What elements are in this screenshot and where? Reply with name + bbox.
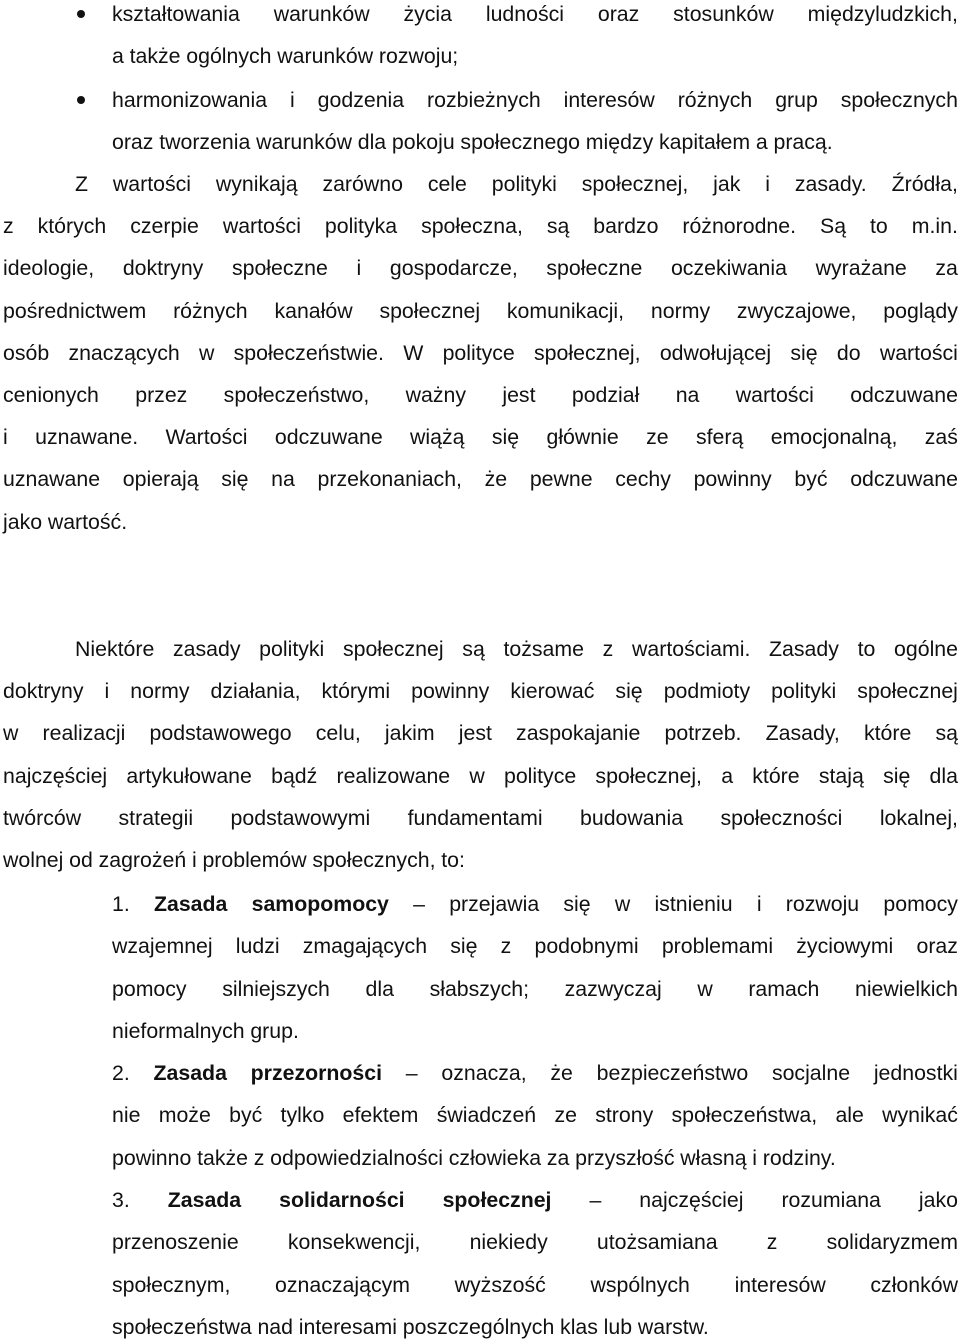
- word: warunków: [256, 130, 352, 154]
- word: odpowiedzialności: [270, 1145, 444, 1170]
- word: się: [491, 425, 520, 450]
- principle-text: się: [563, 892, 591, 916]
- word: twórców: [3, 805, 82, 830]
- word: społeczeństwo,: [223, 383, 370, 407]
- word: różnych: [677, 88, 753, 112]
- word: powinny: [693, 467, 772, 492]
- word: sferą: [695, 425, 744, 450]
- word: które: [863, 721, 912, 746]
- principle-line: [112, 1313, 958, 1341]
- word: międzyludzkich,: [807, 2, 958, 26]
- principle-line: [112, 975, 958, 1003]
- word: jest: [458, 721, 492, 746]
- principle-title: społecznej: [442, 1188, 552, 1212]
- word: podmioty: [663, 679, 751, 704]
- word: oraz: [597, 2, 640, 26]
- word: własną: [680, 1145, 747, 1170]
- word: rozwoju;: [378, 44, 459, 68]
- word: podobnymi: [534, 934, 639, 959]
- word: wspólnych: [590, 1272, 690, 1297]
- word: kapitałem: [658, 130, 751, 154]
- word: przez: [135, 383, 188, 407]
- word: ze: [554, 1103, 577, 1128]
- word: na: [675, 383, 700, 407]
- word: normy: [650, 298, 711, 323]
- word: wartości: [112, 172, 191, 196]
- word: artykułowane: [126, 763, 252, 788]
- paragraph-1-line: [3, 297, 958, 325]
- word: społecznej: [342, 637, 444, 661]
- principle-text: –: [589, 1188, 602, 1212]
- word: i: [290, 88, 295, 112]
- word: dla: [929, 763, 958, 788]
- word: społecznej: [379, 298, 481, 323]
- word: warunków: [273, 2, 370, 26]
- principle-line: [112, 1017, 958, 1045]
- principle-text: istnieniu: [654, 892, 733, 916]
- word: zaś: [924, 425, 958, 450]
- word: interesów: [563, 88, 655, 112]
- word: społeczeństwie.: [233, 340, 384, 365]
- word: znaczących: [68, 340, 180, 365]
- word: strategii: [118, 805, 194, 830]
- principle-text: przejawia: [449, 892, 540, 916]
- word: działania,: [210, 679, 301, 704]
- word: się: [883, 763, 911, 788]
- bullet-line: [112, 0, 958, 28]
- word: społeczne: [231, 256, 328, 281]
- principle-text: socjalne: [771, 1061, 851, 1085]
- word: wartości: [222, 214, 301, 239]
- word: wyższość: [454, 1272, 546, 1297]
- word: strony: [595, 1103, 654, 1128]
- word: z: [3, 214, 14, 239]
- paragraph-2-line: [75, 635, 958, 663]
- word: bądź: [271, 763, 318, 788]
- bullet-icon: [77, 96, 85, 104]
- word: się: [450, 934, 478, 959]
- paragraph-2-line: [3, 846, 958, 874]
- word: z: [253, 1145, 265, 1170]
- word: w: [469, 763, 485, 788]
- word: Źródła,: [891, 172, 958, 196]
- principle-line: [112, 1101, 958, 1129]
- word: ideologie,: [3, 256, 95, 281]
- word: odczuwane: [850, 383, 958, 407]
- principle-number: 2.: [112, 1061, 130, 1085]
- word: społeczne: [546, 256, 643, 281]
- word: że: [484, 467, 508, 492]
- word: które: [752, 763, 800, 788]
- word: z: [766, 1230, 778, 1255]
- word: społeczeństwa,: [671, 1103, 818, 1128]
- word: tworzenia: [159, 130, 251, 154]
- word: się: [615, 679, 643, 704]
- word: oraz: [916, 934, 958, 959]
- word: harmonizowania: [112, 88, 268, 112]
- word: oznaczającym: [275, 1272, 410, 1297]
- word: klas: [560, 1314, 598, 1339]
- word: i: [3, 425, 8, 450]
- word: zagrożeń: [98, 848, 187, 872]
- word: wartości: [879, 340, 958, 365]
- principle-title: przezorności: [250, 1061, 383, 1085]
- word: i: [356, 256, 362, 281]
- word: kierować: [510, 679, 595, 704]
- word: być: [229, 1103, 263, 1128]
- principle-text: jednostki: [873, 1061, 958, 1085]
- principle-title: samopomocy: [251, 892, 389, 916]
- word: Wartości: [165, 425, 248, 450]
- principle-line: [112, 1228, 958, 1256]
- word: godzenia: [317, 88, 405, 112]
- principle-text: bezpieczeństwo: [596, 1061, 749, 1085]
- word: życiowymi: [796, 934, 894, 959]
- principle-title: Zasada: [167, 1188, 242, 1212]
- bullet-line: [112, 42, 958, 70]
- word: Zasady: [769, 637, 839, 661]
- word: polityce: [503, 763, 577, 788]
- word: konsekwencji,: [287, 1230, 421, 1255]
- word: efektem: [342, 1103, 419, 1128]
- word: problemami: [661, 934, 774, 959]
- word: odczuwane: [850, 467, 958, 492]
- word: emocjonalną,: [770, 425, 898, 450]
- paragraph-2-line: [3, 719, 958, 747]
- paragraph-1-line: [75, 170, 958, 198]
- word: w: [198, 340, 215, 365]
- word: społecznych: [840, 88, 958, 112]
- word: polityka: [324, 214, 398, 239]
- word: pewne: [529, 467, 593, 492]
- word: człowieka: [448, 1145, 542, 1170]
- word: od: [69, 848, 93, 872]
- principle-text: oznacza,: [441, 1061, 527, 1085]
- word: głównie: [546, 425, 619, 450]
- word: ludności: [485, 2, 564, 26]
- word: być: [794, 467, 828, 492]
- paragraph-1-line: [3, 508, 958, 536]
- word: kanałów: [274, 298, 353, 323]
- word: polityki: [771, 679, 837, 704]
- paragraph-2-line: [3, 804, 958, 832]
- principle-text: –: [405, 1061, 418, 1085]
- principle-heading: [112, 1186, 958, 1214]
- word: warstw.: [637, 1314, 709, 1339]
- word: a: [721, 763, 734, 788]
- principle-text: najczęściej: [639, 1188, 744, 1212]
- word: najczęściej: [3, 763, 108, 788]
- paragraph-1-line: [3, 381, 958, 409]
- word: społecznej,: [534, 340, 641, 365]
- word: zasady: [173, 637, 241, 661]
- word: utożsamiana: [596, 1230, 718, 1255]
- word: realizacji: [42, 721, 126, 746]
- word: i: [104, 679, 110, 704]
- word: społecznej: [857, 679, 958, 704]
- principle-text: rozumiana: [781, 1188, 881, 1212]
- word: fundamentami: [407, 805, 543, 830]
- word: się: [221, 467, 249, 492]
- word: wynikają: [215, 172, 298, 196]
- word: podział: [571, 383, 640, 407]
- word: komunikacji,: [506, 298, 625, 323]
- word: pokoju: [391, 130, 455, 154]
- word: za: [546, 1145, 570, 1170]
- word: silniejszych: [222, 976, 330, 1001]
- word: zwyczajowe,: [736, 298, 857, 323]
- word: społecznej,: [581, 172, 689, 196]
- principle-text: pomocy: [883, 892, 958, 916]
- word: lokalnej,: [879, 805, 958, 830]
- word: zaspokajanie: [516, 721, 641, 746]
- word: problemów: [202, 848, 307, 872]
- word: społeczna,: [421, 214, 523, 239]
- word: ramach: [748, 976, 820, 1001]
- word: dla: [365, 976, 394, 1001]
- word: podstawowymi: [230, 805, 371, 830]
- paragraph-1-line: [3, 465, 958, 493]
- word: tożsame: [503, 637, 584, 661]
- word: Niektóre: [75, 637, 155, 661]
- word: może: [158, 1103, 211, 1128]
- word: są: [935, 721, 958, 746]
- word: wiążą: [410, 425, 465, 450]
- word: nieformalnych: [112, 1018, 245, 1043]
- word: wolnej: [3, 848, 64, 872]
- word: także: [129, 44, 181, 68]
- word: realizowane: [336, 763, 451, 788]
- word: pracą.: [773, 130, 833, 154]
- word: przenoszenie: [112, 1230, 239, 1255]
- word: wzajemnej: [112, 934, 213, 959]
- principle-text: rozwoju: [785, 892, 860, 916]
- word: niewielkich: [854, 976, 958, 1001]
- word: społecznym,: [112, 1272, 231, 1297]
- word: ale: [835, 1103, 864, 1128]
- word: świadczeń: [436, 1103, 537, 1128]
- word: rozbieżnych: [427, 88, 541, 112]
- word: to: [870, 214, 888, 239]
- word: warunków: [277, 44, 374, 68]
- word: jako: [3, 509, 43, 534]
- word: grup.: [250, 1018, 299, 1043]
- principle-text: w: [614, 892, 631, 916]
- bullet-icon: [77, 10, 85, 18]
- word: polityce: [442, 340, 515, 365]
- word: się: [790, 340, 818, 365]
- word: bardzo: [593, 214, 659, 239]
- word: oczekiwania: [670, 256, 787, 281]
- principle-heading: [112, 890, 958, 918]
- word: różnych: [173, 298, 248, 323]
- word: doktryny: [122, 256, 204, 281]
- word: zazwyczaj: [564, 976, 662, 1001]
- word: stają: [818, 763, 864, 788]
- word: jak: [713, 172, 741, 196]
- word: doktryny: [3, 679, 84, 704]
- bullet-line: [112, 128, 958, 156]
- word: pomocy: [112, 976, 187, 1001]
- word: polityki: [259, 637, 325, 661]
- word: celu,: [315, 721, 361, 746]
- word: nad: [257, 1314, 293, 1339]
- principle-text: i: [756, 892, 762, 916]
- word: odwołującej: [659, 340, 772, 365]
- word: osób: [3, 340, 50, 365]
- word: poglądy: [883, 298, 958, 323]
- word: różnorodne.: [682, 214, 797, 239]
- principle-title: solidarności: [279, 1188, 405, 1212]
- word: społecznych,: [312, 848, 436, 872]
- word: przyszłość: [575, 1145, 675, 1170]
- word: między: [585, 130, 654, 154]
- word: a: [112, 44, 124, 68]
- principle-text: –: [413, 892, 425, 916]
- word: m.in.: [911, 214, 958, 239]
- principle-line: [112, 1144, 958, 1172]
- word: społecznego: [460, 130, 581, 154]
- word: czerpie: [130, 214, 199, 239]
- word: wyrażane: [815, 256, 907, 281]
- word: gospodarcze,: [389, 256, 518, 281]
- word: uznawane: [3, 467, 101, 492]
- word: społecznej,: [595, 763, 702, 788]
- word: podstawowego: [149, 721, 292, 746]
- word: zarówno: [322, 172, 403, 196]
- word: z: [602, 637, 614, 661]
- paragraph-2-line: [3, 762, 958, 790]
- word: są: [546, 214, 570, 239]
- word: Z: [75, 172, 89, 196]
- word: wynikać: [882, 1103, 958, 1128]
- word: ważny: [405, 383, 466, 407]
- word: tylko: [280, 1103, 325, 1128]
- word: za: [935, 256, 958, 281]
- word: cele: [427, 172, 467, 196]
- word: interesami: [298, 1314, 397, 1339]
- word: jakim: [384, 721, 435, 746]
- word: ogólne: [894, 637, 958, 661]
- word: niekiedy: [469, 1230, 548, 1255]
- word: na: [271, 467, 295, 492]
- word: ogólnych: [186, 44, 272, 68]
- word: którymi: [321, 679, 391, 704]
- word: uznawane.: [35, 425, 139, 450]
- paragraph-1-line: [3, 254, 958, 282]
- word: społeczeństwa: [112, 1314, 252, 1339]
- paragraph-1-line: [3, 423, 958, 451]
- word: opierają: [122, 467, 199, 492]
- word: zmagających: [302, 934, 428, 959]
- paragraph-2-line: [3, 677, 958, 705]
- principle-number: 1.: [112, 892, 130, 916]
- word: do: [836, 340, 861, 365]
- word: i: [191, 848, 197, 872]
- word: wartość.: [47, 509, 128, 534]
- word: dla: [357, 130, 387, 154]
- word: ludzi: [235, 934, 280, 959]
- principle-title: Zasada: [153, 892, 228, 916]
- principle-number: 3.: [112, 1188, 130, 1212]
- word: rodziny.: [762, 1145, 836, 1170]
- word: i: [765, 172, 771, 196]
- word: polityki: [491, 172, 557, 196]
- word: Są: [820, 214, 847, 239]
- word: oraz: [112, 130, 154, 154]
- principle-text: jako: [918, 1188, 958, 1212]
- word: także: [197, 1145, 248, 1170]
- principle-line: [112, 932, 958, 960]
- principle-line: [112, 1271, 958, 1299]
- word: a: [755, 130, 768, 154]
- word: są: [462, 637, 485, 661]
- word: zasady.: [794, 172, 867, 196]
- word: jest: [502, 383, 536, 407]
- paragraph-1-line: [3, 339, 958, 367]
- word: członków: [870, 1272, 958, 1297]
- word: potrzeb.: [664, 721, 742, 746]
- word: powinny: [411, 679, 490, 704]
- word: Zasady,: [765, 721, 840, 746]
- word: przekonaniach,: [317, 467, 462, 492]
- principle-title: Zasada: [153, 1061, 227, 1085]
- word: kształtowania: [112, 2, 240, 26]
- word: to:: [441, 848, 465, 872]
- word: stosunków: [673, 2, 774, 26]
- word: powinno: [112, 1145, 192, 1170]
- word: ze: [646, 425, 669, 450]
- word: budowania: [580, 805, 684, 830]
- word: grup: [775, 88, 818, 112]
- word: solidaryzmem: [826, 1230, 958, 1255]
- word: wartościami.: [632, 637, 751, 661]
- word: cenionych: [3, 383, 99, 407]
- word: poszczególnych: [402, 1314, 555, 1339]
- word: to: [857, 637, 876, 661]
- word: normy: [130, 679, 190, 704]
- word: W: [403, 340, 424, 365]
- word: interesów: [734, 1272, 826, 1297]
- word: życia: [403, 2, 452, 26]
- word: w: [697, 976, 713, 1001]
- principle-heading: [112, 1059, 958, 1087]
- word: i: [752, 1145, 758, 1170]
- word: lub: [603, 1314, 633, 1339]
- word: społeczności: [720, 805, 843, 830]
- word: cechy: [615, 467, 671, 492]
- word: nie: [112, 1103, 141, 1128]
- word: słabszych;: [429, 976, 530, 1001]
- word: odczuwane: [274, 425, 383, 450]
- word: z: [500, 934, 512, 959]
- principle-text: że: [550, 1061, 573, 1085]
- word: w: [3, 721, 19, 746]
- bullet-line: [112, 86, 958, 114]
- word: wartości: [735, 383, 814, 407]
- paragraph-1-line: [3, 212, 958, 240]
- word: których: [37, 214, 107, 239]
- word: pośrednictwem: [3, 298, 147, 323]
